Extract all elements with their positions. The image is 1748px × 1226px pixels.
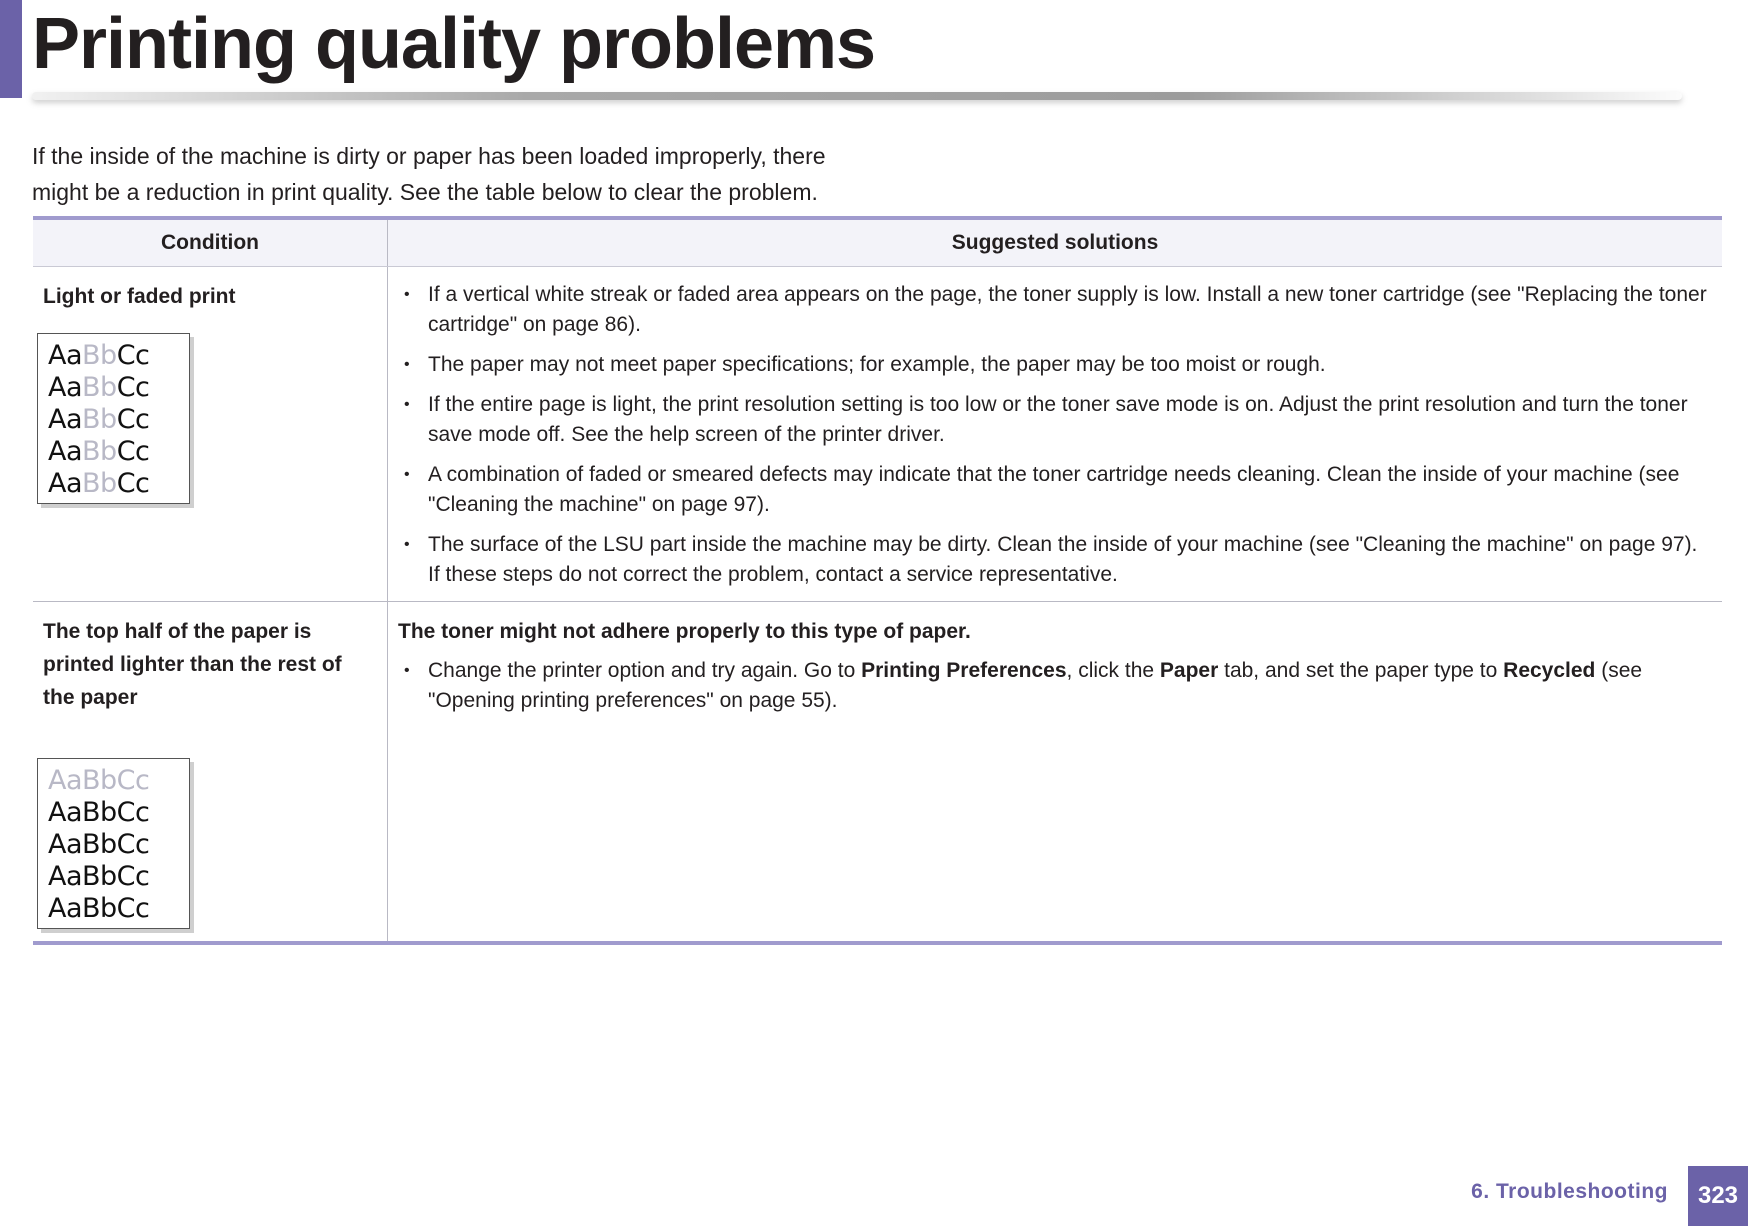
sample-line: AaBbCc: [48, 340, 150, 371]
printing-preferences-term: Printing Preferences: [861, 659, 1067, 682]
sample-line: AaBbCc: [48, 765, 150, 796]
sample-line: AaBbCc: [48, 468, 150, 499]
solution-item: • If a vertical white streak or faded area appears on the page, the toner supply is low. Install a new toner cartridge (see "Replacing the toner cartridge" on page 86).: [398, 280, 1708, 340]
solutions-list: [398, 280, 1708, 590]
solution-heading: The toner might not adhere properly to this type of paper.: [398, 620, 971, 643]
intro-line-1: If the inside of the machine is dirty or paper has been loaded improperly, there: [32, 143, 826, 169]
solution-item: • If the entire page is light, the print resolution setting is too low or the toner save mode is on. Adjust the print resolution and turn the toner save mode off. See the help screen of the printer driver.: [398, 390, 1708, 450]
sample-line: AaBbCc: [48, 893, 150, 924]
sample-line: AaBbCc: [48, 829, 150, 860]
condition-cell: [33, 602, 388, 944]
page-title: Printing quality problems: [32, 4, 876, 84]
footer-chapter-label: 6. Troubleshooting: [1471, 1180, 1668, 1203]
sample-line: AaBbCc: [48, 861, 150, 892]
solutions-list: [398, 656, 1708, 716]
solution-item: • Change the printer option and try again. Go to Printing Preferences, click the Paper tab, and set the paper type to Recycled (see "Opening printing preferences" on page 55).: [398, 656, 1708, 716]
solution-item: • The paper may not meet paper specifications; for example, the paper may be too moist or rough.: [398, 350, 1708, 380]
faded-print-sample-image: [37, 333, 190, 504]
header-condition: Condition: [33, 218, 388, 267]
solution-item: • The surface of the LSU part inside the machine may be dirty. Clean the inside of your machine (see "Cleaning the machine" on page 97). If these steps do not correct the problem, contact a service representative.: [398, 530, 1708, 590]
solution-item: • A combination of faded or smeared defects may indicate that the toner cartridge needs cleaning. Clean the inside of your machine (see "Cleaning the machine" on page 97).: [398, 460, 1708, 520]
condition-label: The top half of the paper is printed lighter than the rest of the paper: [43, 620, 342, 709]
intro-paragraph: [32, 138, 852, 210]
intro-line-2: might be a reduction in print quality. See the table below to clear the problem.: [32, 179, 818, 205]
page-number-badge: 323: [1688, 1166, 1748, 1226]
table-row: [33, 602, 1722, 944]
solutions-cell: [388, 267, 1723, 602]
solutions-cell: [388, 602, 1723, 944]
table-header-row: [33, 218, 1722, 267]
recycled-term: Recycled: [1503, 659, 1596, 682]
paper-tab-term: Paper: [1159, 659, 1219, 682]
condition-label: Light or faded print: [43, 285, 236, 308]
sample-line: AaBbCc: [48, 372, 150, 403]
sample-line: AaBbCc: [48, 797, 150, 828]
top-half-light-sample-image: [37, 758, 190, 929]
header-suggested-solutions: Suggested solutions: [388, 218, 1723, 267]
title-underline: [32, 92, 1682, 100]
left-accent-bar: [0, 0, 22, 98]
table-row: [33, 267, 1722, 602]
print-quality-table: [33, 216, 1722, 945]
sample-line: AaBbCc: [48, 436, 150, 467]
condition-cell: [33, 267, 388, 602]
sample-line: AaBbCc: [48, 404, 150, 435]
